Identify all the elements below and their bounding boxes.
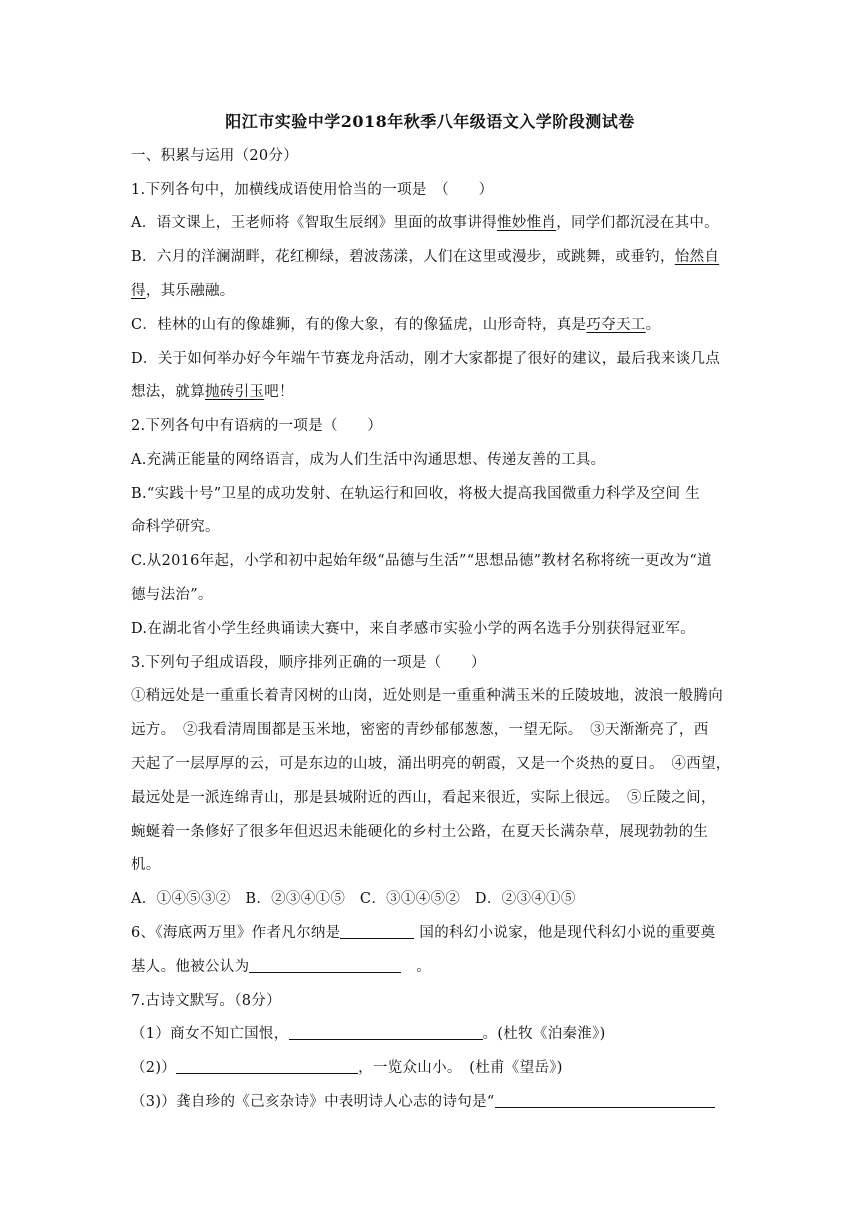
question-3-passage-line: 天起了一层厚厚的云，可是东边的山坡，涌出明亮的朝霞，又是一个炎热的夏日。 ④西望，	[131, 756, 731, 772]
section-heading: 一、积累与运用（20分）	[131, 148, 299, 164]
question-6-line1	[131, 923, 731, 943]
option-text: 吧！	[264, 384, 294, 400]
question-7-part-1	[131, 1024, 731, 1044]
option-text: ，同学们都沉浸在其中。	[556, 215, 719, 231]
question-1-option-d-line2	[131, 382, 731, 402]
underlined-idiom: 巧夺天工	[586, 317, 646, 333]
question-3-passage-line: 远方。 ②我看清周围都是玉米地，密密的青纱郁郁葱葱，一望无际。 ③天渐渐亮了，西	[131, 722, 709, 738]
question-7-part-3	[131, 1092, 731, 1112]
question-1-stem: 1.下列各句中，加横线成语使用恰当的一项是 （ ）	[131, 182, 494, 198]
option-text: A．语文课上，王老师将《智取生辰纲》里面的故事讲得	[131, 215, 497, 231]
option-text: 想法，就算	[131, 384, 205, 400]
question-1-option-c	[131, 315, 731, 335]
question-3-stem: 3.下列句子组成语段，顺序排列正确的一项是（ ）	[131, 655, 486, 671]
answer-blank[interactable]	[340, 924, 414, 939]
question-3-passage-line: 蜿蜒着一条修好了很多年但迟迟未能硬化的乡村土公路，在夏天长满杂草，展现勃勃的生	[131, 824, 709, 840]
question-3-options: A．①④⑤③② B．②③④①⑤ C．③①④⑤② D．②③④①⑤	[131, 891, 576, 907]
answer-blank[interactable]	[289, 1025, 483, 1040]
underlined-idiom: 得	[131, 283, 146, 299]
answer-blank[interactable]	[495, 1093, 715, 1108]
underlined-idiom: 抛砖引玉	[205, 384, 265, 400]
option-text: 。	[645, 317, 661, 333]
question-2-option-c-line2: 德与法治”。	[131, 587, 213, 603]
question-text: 。(杜牧《泊秦淮》)	[482, 1026, 606, 1042]
question-2-stem: 2.下列各句中有语病的一项是（ ）	[131, 418, 383, 434]
question-6-line2	[131, 957, 731, 977]
option-text: B．六月的洋澜湖畔，花红柳绿，碧波荡漾，人们在这里或漫步，或跳舞，或垂钓，	[131, 249, 675, 265]
question-7-part-2	[131, 1058, 731, 1078]
question-text: （2)）	[131, 1060, 177, 1076]
question-1-option-b-line1	[131, 247, 731, 267]
question-text: （3)）龚自珍的《己亥杂诗》中表明诗人心志的诗句是“	[131, 1094, 495, 1110]
question-2-option-c-line1: C.从2016年起，小学和初中起始年级“品德与生活”“思想品德”教材名称将统一更改为“道	[131, 553, 712, 569]
question-2-option-d: D.在湖北省小学生经典诵读大赛中，来自孝感市实验小学的两名选手分别获得冠亚军。	[131, 621, 695, 637]
exam-title: 阳江市实验中学2018年秋季八年级语文入学阶段测试卷	[225, 112, 635, 131]
question-text: 基人。他被公认为	[131, 959, 250, 975]
question-text: 6、《海底两万里》作者凡尔纳是	[131, 925, 341, 941]
question-3-passage-line: 机。	[131, 857, 161, 873]
underlined-idiom: 惟妙惟肖	[496, 215, 557, 231]
question-1-option-d-line1: D．关于如何举办好今年端午节赛龙舟活动，刚才大家都提了很好的建议，最后我来谈几点	[131, 351, 721, 367]
question-1-option-a	[131, 213, 731, 233]
question-3-passage-line: 最远处是一派连绵青山，那是县城附近的西山，看起来很近，实际上很远。 ⑤丘陵之间，	[131, 790, 716, 806]
underlined-idiom: 怡然自	[674, 249, 720, 265]
question-2-option-b-line1: B.“实践十号”卫星的成功发射、在轨运行和回收，将极大提高我国微重力科学及空间 生	[131, 486, 700, 502]
question-text: 。	[401, 959, 432, 975]
question-2-option-b-line2: 命科学研究。	[131, 519, 220, 535]
answer-blank[interactable]	[249, 958, 401, 973]
question-text: 国的科幻小说家，他是现代科幻小说的重要奠	[414, 925, 716, 941]
question-7-stem: 7.古诗文默写。（8分）	[131, 993, 281, 1009]
question-text: ，一览众山小。 (杜甫《望岳》)	[358, 1060, 563, 1076]
question-text: （1）商女不知亡国恨，	[131, 1026, 289, 1042]
answer-blank[interactable]	[176, 1059, 358, 1074]
option-text: C．桂林的山有的像雄狮，有的像大象，有的像猛虎，山形奇特，真是	[131, 317, 587, 333]
option-text: ，其乐融融。	[145, 283, 235, 299]
question-1-option-b-line2	[131, 281, 731, 301]
question-2-option-a: A.充满正能量的网络语言，成为人们生活中沟通思想、传递友善的工具。	[131, 452, 606, 468]
question-3-passage-line: ①稍远处是一重重长着青冈树的山岗，近处则是一重重种满玉米的丘陵坡地，波浪一般腾向	[131, 688, 723, 704]
